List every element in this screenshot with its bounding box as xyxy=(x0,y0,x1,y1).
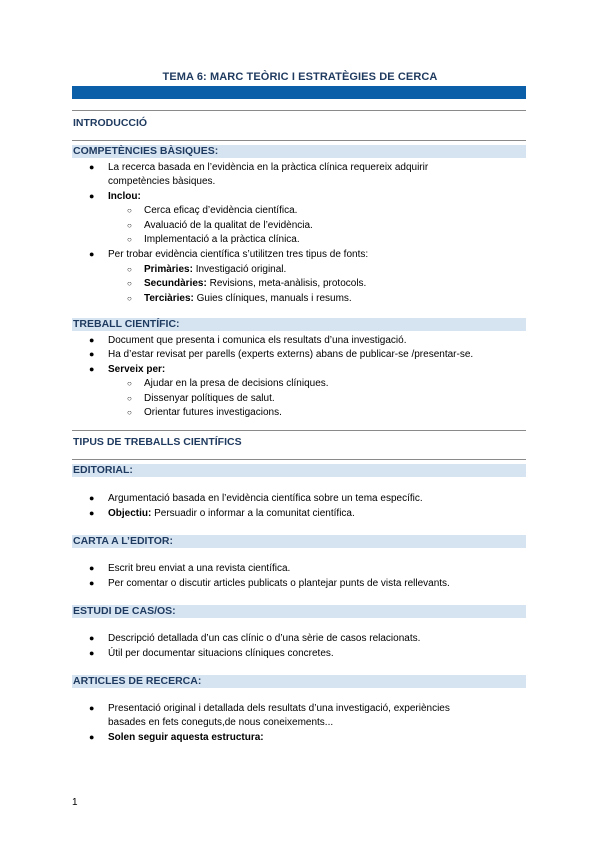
list-item: Per comentar o discutir articles publicats o plantejar punts de vista rellevants. xyxy=(108,578,450,589)
bullet: ● xyxy=(89,563,95,573)
bullet: ● xyxy=(89,493,95,503)
sub-list-item: Ajudar en la presa de decisions clíniques. xyxy=(144,378,329,389)
sub-list-item: Primàries: Investigació original. xyxy=(144,264,287,275)
sub-bullet: ○ xyxy=(127,221,132,230)
sub-bullet: ○ xyxy=(127,265,132,274)
list-item: Solen seguir aquesta estructura: xyxy=(108,732,264,743)
sub-list-item: Orientar futures investigacions. xyxy=(144,407,282,418)
heading-introduccio: INTRODUCCIÓ xyxy=(73,117,148,129)
divider xyxy=(72,140,526,141)
title-bar xyxy=(72,86,526,99)
page-number: 1 xyxy=(72,797,78,808)
list-item: Document que presenta i comunica els resultats d’una investigació. xyxy=(108,335,407,346)
list-item: Inclou: xyxy=(108,191,141,202)
list-item: Argumentació basada en l’evidència científica sobre un tema específic. xyxy=(108,493,423,504)
bullet: ● xyxy=(89,732,95,742)
list-item: Ha d’estar revisat per parells (experts externs) abans de publicar-se /presentar-se. xyxy=(108,349,474,360)
bullet: ● xyxy=(89,191,95,201)
bullet: ● xyxy=(89,633,95,643)
sub-bullet: ○ xyxy=(127,235,132,244)
list-item: Objectiu: Persuadir o informar a la comunitat científica. xyxy=(108,508,355,519)
list-item-cont: competències bàsiques. xyxy=(108,176,216,187)
heading-competencies: COMPETÈNCIES BÀSIQUES: xyxy=(72,145,526,158)
sub-list-item: Implementació a la pràctica clínica. xyxy=(144,234,300,245)
bullet: ● xyxy=(89,364,95,374)
sub-list-item: Secundàries: Revisions, meta-anàlisis, protocols. xyxy=(144,278,367,289)
list-item: Presentació original i detallada dels resultats d’una investigació, experiències xyxy=(108,703,450,714)
page-title: TEMA 6: MARC TEÒRIC I ESTRATÈGIES DE CERCA xyxy=(162,71,438,83)
divider xyxy=(72,110,526,111)
heading-carta-editor: CARTA A L’EDITOR: xyxy=(72,535,526,548)
bullet: ● xyxy=(89,578,95,588)
divider xyxy=(72,459,526,460)
sub-bullet: ○ xyxy=(127,379,132,388)
bullet: ● xyxy=(89,349,95,359)
sub-bullet: ○ xyxy=(127,206,132,215)
sub-list-item: Avaluació de la qualitat de l’evidència. xyxy=(144,220,313,231)
list-item-cont: basades en fets coneguts,de nous coneixements... xyxy=(108,717,334,728)
sub-bullet: ○ xyxy=(127,279,132,288)
heading-editorial: EDITORIAL: xyxy=(72,464,526,477)
list-item: Descripció detallada d’un cas clínic o d’una sèrie de casos relacionats. xyxy=(108,633,421,644)
heading-articles-recerca: ARTICLES DE RECERCA: xyxy=(72,675,526,688)
bullet: ● xyxy=(89,508,95,518)
divider xyxy=(72,430,526,431)
list-item: La recerca basada en l’evidència en la pràctica clínica requereix adquirir xyxy=(108,162,429,173)
sub-bullet: ○ xyxy=(127,394,132,403)
bullet: ● xyxy=(89,703,95,713)
sub-list-item: Dissenyar polítiques de salut. xyxy=(144,393,275,404)
sub-list-item: Cerca eficaç d’evidència científica. xyxy=(144,205,298,216)
list-item: Serveix per: xyxy=(108,364,166,375)
bullet: ● xyxy=(89,162,95,172)
bullet: ● xyxy=(89,335,95,345)
sub-bullet: ○ xyxy=(127,408,132,417)
list-item: Útil per documentar situacions clíniques concretes. xyxy=(108,648,334,659)
list-item: Escrit breu enviat a una revista científica. xyxy=(108,563,291,574)
heading-treball-cientific: TREBALL CIENTÍFIC: xyxy=(72,318,526,331)
bullet: ● xyxy=(89,648,95,658)
heading-tipus-treballs: TIPUS DE TREBALLS CIENTÍFICS xyxy=(73,436,242,448)
list-item: Per trobar evidència científica s’utilitzen tres tipus de fonts: xyxy=(108,249,369,260)
bullet: ● xyxy=(89,249,95,259)
sub-list-item: Terciàries: Guies clíniques, manuals i resums. xyxy=(144,293,352,304)
heading-estudi-cas: ESTUDI DE CAS/OS: xyxy=(72,605,526,618)
sub-bullet: ○ xyxy=(127,294,132,303)
